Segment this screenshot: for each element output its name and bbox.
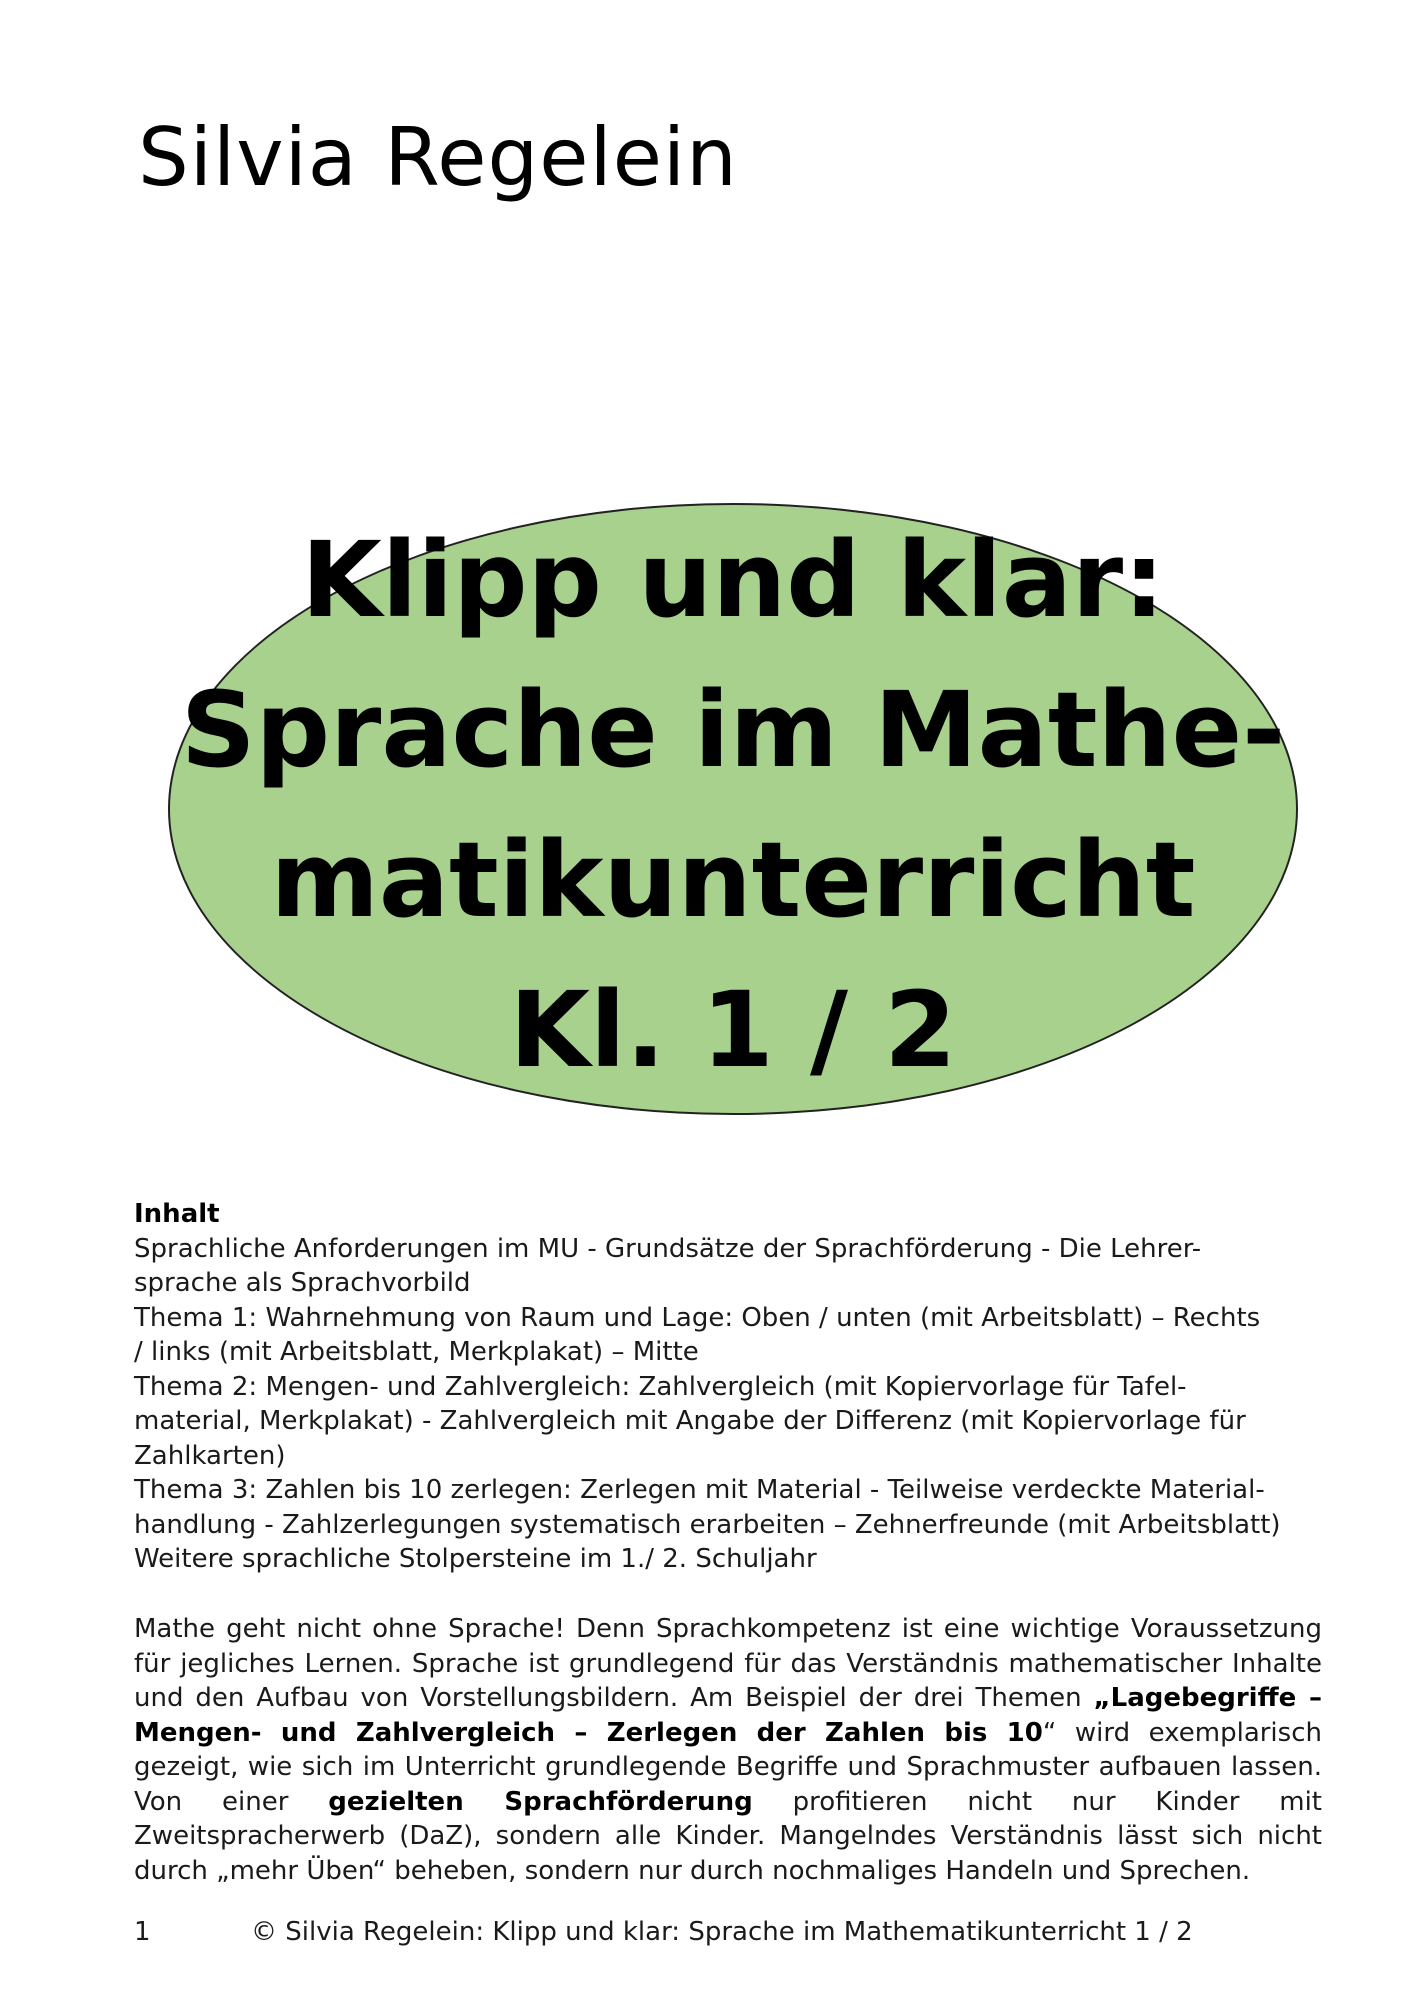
intro-bold-topics: „Lagebegriffe – Mengen- und Zahlvergleich – Zerlegen der Zahlen bis 10 <box>134 1683 1322 1748</box>
document-title <box>150 505 1316 1105</box>
intro-text: “ wird exemplarisch gezeigt, wie sich im Unterricht grundlegende Begriffe und Sprachmuster aufbauen lassen. Von einer <box>134 1717 1322 1817</box>
contents-line: Thema 3: Zahlen bis 10 zerlegen: Zerlegen mit Material - Teilweise verdeckte Material- <box>134 1475 1265 1505</box>
intro-text: profitieren nicht nur Kinder mit Zweitspracherwerb (DaZ), sondern alle Kinder. Mangelndes Verständnis lässt sich nicht durch „mehr Üben“ beheben, sondern nur durch nochmaliges Handeln und Sprechen. <box>134 1786 1322 1886</box>
title-line: Klipp und klar: <box>301 519 1165 641</box>
contents-line: material, Merkplakat) - Zahlvergleich mit Angabe der Differenz (mit Kopiervorlage für <box>134 1406 1246 1436</box>
title-line: Sprache im Mathe- <box>180 669 1286 791</box>
contents-line: Zahlkarten) <box>134 1440 286 1471</box>
title-line: matikunterricht <box>270 819 1196 941</box>
contents-line: Weitere sprachliche Stolpersteine im 1./ 2. Schuljahr <box>134 1544 817 1574</box>
title-line: Kl. 1 / 2 <box>509 969 957 1091</box>
intro-bold-emphasis: gezielten Sprachförderung <box>328 1786 753 1817</box>
intro-paragraph <box>134 1612 1322 1888</box>
contents-heading: Inhalt <box>134 1199 220 1229</box>
contents-line: Thema 1: Wahrnehmung von Raum und Lage: Oben / unten (mit Arbeitsblatt) – Rechts <box>134 1302 1261 1333</box>
intro-text: Mathe geht nicht ohne Sprache! Denn Sprachkompetenz ist eine wichtige Voraussetzung für jegliches Lernen. Sprache ist grundlegend für das Verständnis mathematischer Inhalte und den Aufbau von Vorstellungsbildern. Am Beispiel der drei Themen <box>134 1614 1322 1713</box>
contents-line: Thema 2: Mengen- und Zahlvergleich: Zahlvergleich (mit Kopiervorlage für Tafel- <box>134 1371 1187 1402</box>
copyright-notice: © Silvia Regelein: Klipp und klar: Sprache im Mathematikunterricht 1 / 2 <box>251 1917 1193 1947</box>
contents-line: handlung - Zahlzerlegungen systematisch erarbeiten – Zehnerfreunde (mit Arbeitsblatt) <box>134 1509 1281 1540</box>
author-name: Silvia Regelein <box>138 111 738 204</box>
table-of-contents <box>134 1197 1322 1577</box>
page-number: 1 <box>134 1917 151 1947</box>
contents-line: sprache als Sprachvorbild <box>134 1268 471 1298</box>
contents-line: Sprachliche Anforderungen im MU - Grundsätze der Sprachförderung - Die Lehrer- <box>134 1233 1202 1264</box>
contents-line: / links (mit Arbeitsblatt, Merkplakat) – Mitte <box>134 1337 699 1367</box>
